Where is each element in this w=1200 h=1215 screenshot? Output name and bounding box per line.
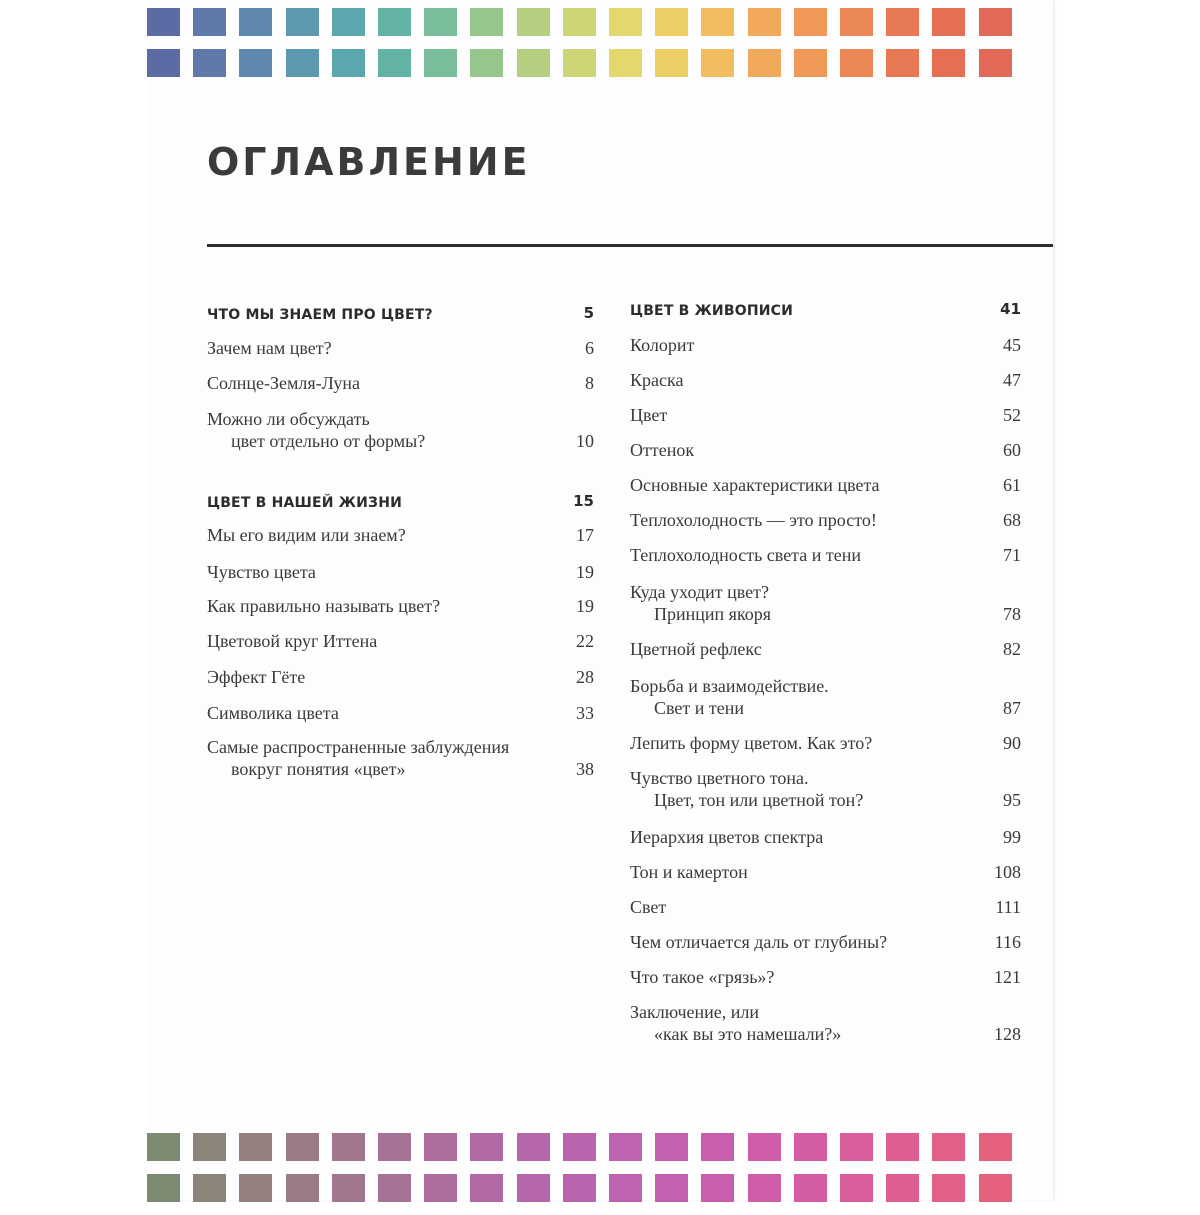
toc-entry-title: Куда уходит цвет?: [630, 582, 769, 602]
color-tile: [563, 49, 596, 77]
toc-page-number: 45: [1003, 335, 1021, 355]
toc-page-number: 22: [576, 631, 594, 651]
color-tile: [701, 1174, 734, 1202]
color-tile: [470, 1174, 503, 1202]
color-tile: [932, 49, 965, 77]
toc-entry[interactable]: [207, 630, 377, 652]
color-tile: [979, 49, 1012, 77]
toc-entry[interactable]: [630, 439, 694, 461]
toc-entry-title: Заключение, или: [630, 1002, 760, 1022]
color-tile: [794, 49, 827, 77]
color-tile: [886, 1174, 919, 1202]
toc-page-number: 68: [1003, 510, 1021, 530]
color-tile: [517, 1133, 550, 1161]
toc-entry[interactable]: [207, 337, 332, 359]
color-tile: [332, 8, 365, 36]
color-tile: [193, 49, 226, 77]
toc-page-number: 10: [576, 431, 594, 451]
toc-entry-title: Мы его видим или знаем?: [207, 525, 406, 545]
color-tile: [378, 1133, 411, 1161]
toc-entry-title: Краска: [630, 370, 684, 390]
toc-entry-title: Можно ли обсуждать: [207, 409, 370, 429]
title-divider: [207, 244, 1053, 247]
toc-entry[interactable]: [630, 544, 861, 566]
color-tile: [794, 1174, 827, 1202]
color-tile: [147, 1133, 180, 1161]
color-tile: [748, 1174, 781, 1202]
color-tile: [655, 1174, 688, 1202]
color-tile: [193, 1174, 226, 1202]
toc-entry[interactable]: [630, 732, 872, 754]
color-tile: [193, 1133, 226, 1161]
toc-page-number: 87: [1003, 698, 1021, 718]
color-tile: [424, 1133, 457, 1161]
color-tile: [332, 1174, 365, 1202]
toc-entry-title: Эффект Гёте: [207, 667, 306, 687]
toc-section-heading[interactable]: [207, 304, 433, 326]
color-tile: [655, 8, 688, 36]
color-tile: [424, 49, 457, 77]
color-tile: [378, 1174, 411, 1202]
color-tiles-bottom: [147, 1133, 1053, 1215]
toc-section-heading[interactable]: [630, 300, 793, 322]
tile-row-2: [147, 49, 1053, 77]
toc-page-number: 116: [994, 932, 1021, 952]
color-tile: [470, 1133, 503, 1161]
toc-entry-title: Чем отличается даль от глубины?: [630, 932, 888, 952]
toc-entry[interactable]: [207, 702, 339, 724]
color-tile: [239, 1133, 272, 1161]
color-tile: [979, 1133, 1012, 1161]
toc-entry-title-continued: Цвет, тон или цветной тон?: [654, 790, 864, 810]
color-tile: [609, 1133, 642, 1161]
toc-entry-title: Самые распространенные заблуждения: [207, 737, 510, 757]
toc-entry-title-continued: вокруг понятия «цвет»: [231, 759, 406, 779]
color-tile: [286, 1174, 319, 1202]
toc-page-number: 90: [1003, 733, 1021, 753]
tile-row-1: [147, 1133, 1053, 1161]
color-tile: [378, 8, 411, 36]
color-tile: [655, 1133, 688, 1161]
toc-page-number: 19: [576, 596, 594, 616]
toc-page-number: 15: [573, 492, 594, 510]
color-tile: [701, 8, 734, 36]
toc-page-number: 19: [576, 562, 594, 582]
toc-page-number: 128: [994, 1024, 1021, 1044]
toc-page-number: 99: [1003, 827, 1021, 847]
toc-entry[interactable]: [630, 474, 880, 496]
toc-entry[interactable]: [630, 675, 829, 719]
color-tile: [470, 8, 503, 36]
toc-entry-title-continued: Свет и тени: [654, 698, 745, 718]
color-tile: [794, 1133, 827, 1161]
color-tile: [332, 49, 365, 77]
toc-entry-title: Теплохолодность света и тени: [630, 545, 862, 565]
color-tile: [794, 8, 827, 36]
color-tile: [886, 1133, 919, 1161]
color-tile: [517, 1174, 550, 1202]
color-tile: [932, 1133, 965, 1161]
toc-entry[interactable]: [207, 408, 425, 452]
color-tile: [886, 49, 919, 77]
toc-page-number: 41: [1000, 300, 1021, 318]
color-tile: [239, 1174, 272, 1202]
page-title: ОГЛАВЛЕНИЕ: [207, 140, 531, 184]
color-tile: [840, 1133, 873, 1161]
toc-page-number: 95: [1003, 790, 1021, 810]
toc-entry-title: Зачем нам цвет?: [207, 338, 332, 358]
color-tile: [286, 49, 319, 77]
toc-entry-title: Свет: [630, 897, 667, 917]
toc-entry-title: Основные характеристики цвета: [630, 475, 880, 495]
color-tile: [147, 8, 180, 36]
color-tile: [979, 1174, 1012, 1202]
toc-entry-title: Цветной рефлекс: [630, 639, 762, 659]
toc-page-number: 17: [576, 525, 594, 545]
tile-row-1: [147, 8, 1053, 36]
toc-entry[interactable]: [630, 638, 762, 660]
color-tile: [332, 1133, 365, 1161]
toc-page-number: 60: [1003, 440, 1021, 460]
color-tile: [886, 8, 919, 36]
color-tile: [932, 1174, 965, 1202]
toc-entry[interactable]: [630, 861, 748, 883]
color-tile: [932, 8, 965, 36]
toc-entry-title: Оттенок: [630, 440, 695, 460]
toc-page-number: 47: [1003, 370, 1021, 390]
toc-page-number: 28: [576, 667, 594, 687]
toc-entry[interactable]: [630, 1001, 841, 1045]
color-tile: [424, 1174, 457, 1202]
toc-entry[interactable]: [207, 736, 509, 780]
toc-entry[interactable]: [630, 581, 771, 625]
color-tile: [609, 49, 642, 77]
toc-page-number: 108: [994, 862, 1021, 882]
toc-page-number: 5: [583, 304, 594, 322]
color-tile: [748, 49, 781, 77]
color-tile: [517, 8, 550, 36]
color-tile: [239, 8, 272, 36]
toc-page-number: 82: [1003, 639, 1021, 659]
color-tile: [609, 1174, 642, 1202]
toc-entry[interactable]: [207, 372, 360, 394]
color-tile: [563, 1174, 596, 1202]
color-tiles-top: [147, 8, 1053, 90]
toc-page-number: 71: [1003, 545, 1021, 565]
toc-entry-title: Лепить форму цветом. Как это?: [630, 733, 873, 753]
color-tile: [239, 49, 272, 77]
toc-entry-title: Цвет: [630, 405, 668, 425]
toc-entry-title: ЦВЕТ В НАШЕЙ ЖИЗНИ: [207, 495, 403, 511]
toc-entry[interactable]: [630, 509, 877, 531]
toc-section-heading[interactable]: [207, 492, 402, 514]
color-tile: [701, 49, 734, 77]
color-tile: [748, 8, 781, 36]
color-tile: [286, 1133, 319, 1161]
toc-entry[interactable]: [207, 595, 440, 617]
toc-entry-title: Чувство цветного тона.: [630, 768, 809, 788]
toc-page-number: 6: [585, 338, 594, 358]
color-tile: [563, 8, 596, 36]
toc-entry-title: Теплохолодность — это просто!: [630, 510, 877, 530]
toc-entry-title: Цветовой круг Иттена: [207, 631, 378, 651]
color-tile: [378, 49, 411, 77]
toc-entry[interactable]: [630, 896, 666, 918]
toc-entry-title: Тон и камертон: [630, 862, 748, 882]
color-tile: [193, 8, 226, 36]
toc-page-number: 38: [576, 759, 594, 779]
toc-page-number: 111: [995, 897, 1021, 917]
toc-entry[interactable]: [207, 524, 406, 546]
toc-entry-title: Символика цвета: [207, 703, 339, 723]
color-tile: [655, 49, 688, 77]
toc-entry-title: Что такое «грязь»?: [630, 967, 775, 987]
toc-entry-title-continued: «как вы это намешали?»: [654, 1024, 842, 1044]
color-tile: [517, 49, 550, 77]
color-tile: [840, 8, 873, 36]
toc-entry[interactable]: [630, 966, 774, 988]
toc-entry-title-continued: Принцип якоря: [654, 604, 772, 624]
toc-page-number: 52: [1003, 405, 1021, 425]
toc-entry[interactable]: [630, 369, 683, 391]
toc-entry-title: Колорит: [630, 335, 695, 355]
toc-entry-title-continued: цвет отдельно от формы?: [231, 431, 426, 451]
toc-entry[interactable]: [207, 561, 316, 583]
toc-entry[interactable]: [630, 404, 667, 426]
toc-entry-title: Иерархия цветов спектра: [630, 827, 824, 847]
toc-page-number: 78: [1003, 604, 1021, 624]
color-tile: [748, 1133, 781, 1161]
color-tile: [147, 49, 180, 77]
tile-row-2: [147, 1174, 1053, 1202]
toc-entry[interactable]: [630, 931, 887, 953]
toc-entry-title: Чувство цвета: [207, 562, 316, 582]
toc-entry-title: Борьба и взаимодействие.: [630, 676, 829, 696]
toc-page-number: 121: [994, 967, 1021, 987]
color-tile: [840, 49, 873, 77]
toc-entry-title: Солнце-Земля-Луна: [207, 373, 361, 393]
toc-entry[interactable]: [630, 826, 823, 848]
color-tile: [609, 8, 642, 36]
color-tile: [979, 8, 1012, 36]
color-tile: [840, 1174, 873, 1202]
toc-page-number: 61: [1003, 475, 1021, 495]
toc-page-number: 8: [585, 373, 594, 393]
toc-entry-title: ЦВЕТ В ЖИВОПИСИ: [630, 303, 794, 319]
toc-entry-title: Как правильно называть цвет?: [207, 596, 441, 616]
toc-entry-title: ЧТО МЫ ЗНАЕМ ПРО ЦВЕТ?: [207, 307, 433, 323]
color-tile: [563, 1133, 596, 1161]
toc-entry[interactable]: [207, 666, 305, 688]
color-tile: [286, 8, 319, 36]
toc-entry[interactable]: [630, 767, 863, 811]
color-tile: [424, 8, 457, 36]
toc-entry[interactable]: [630, 334, 694, 356]
toc-page-number: 33: [576, 703, 594, 723]
color-tile: [701, 1133, 734, 1161]
color-tile: [147, 1174, 180, 1202]
color-tile: [470, 49, 503, 77]
